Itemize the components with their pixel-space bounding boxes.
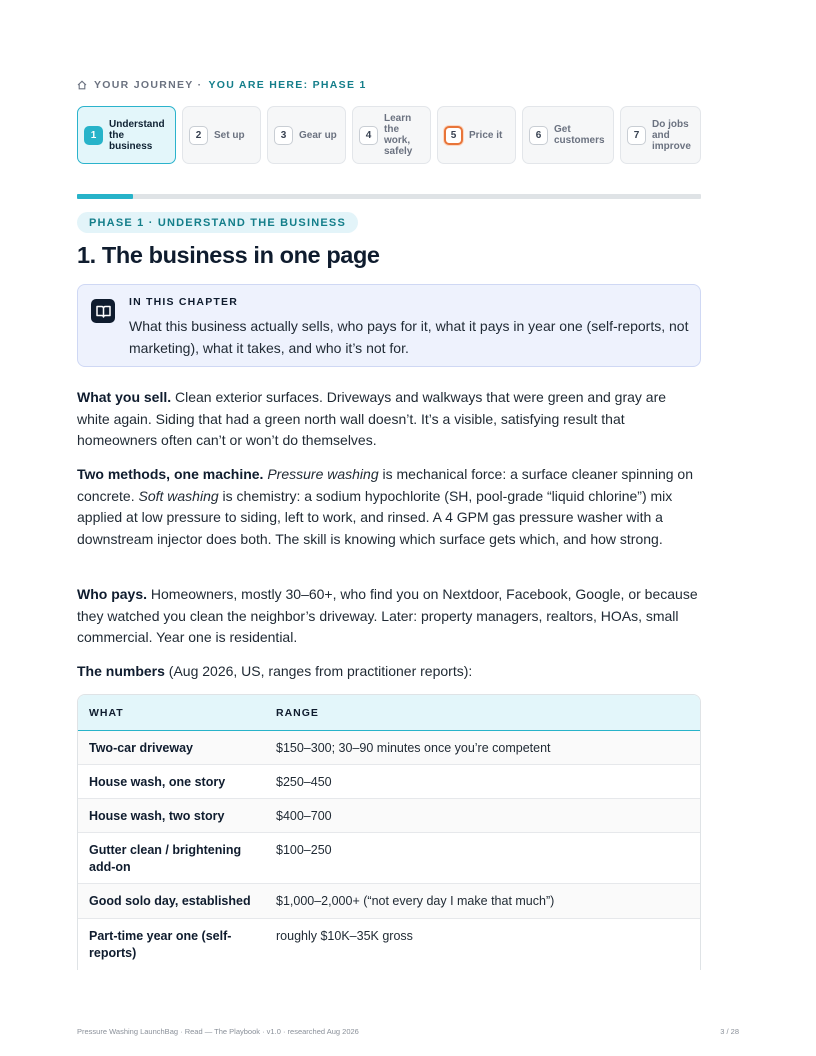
table-row xyxy=(78,799,700,833)
journey-label: YOUR JOURNEY · xyxy=(94,79,203,91)
phase-badge: PHASE 1 · UNDERSTAND THE BUSINESS xyxy=(77,212,358,233)
step-2-set-up[interactable] xyxy=(182,106,261,164)
cell-range: $150–300; 30–90 minutes once you’re competent xyxy=(276,741,551,755)
paragraph-body: (Aug 2026, US, ranges from practitioner reports): xyxy=(164,663,473,679)
step-number: 6 xyxy=(529,126,548,145)
cell-what: Part-time year one (self-reports) xyxy=(89,929,232,960)
callout-text: What this business actually sells, who pays for it, what it pays in year one (self-reports, not marketing), what it takes, and who it’s not for. xyxy=(129,318,689,356)
cell-what: Gutter clean / brightening add-on xyxy=(89,843,242,874)
step-number: 4 xyxy=(359,126,378,145)
column-header-what: WHAT xyxy=(89,706,124,719)
step-label: Understand the business xyxy=(109,118,165,152)
chapter-summary-callout xyxy=(77,284,701,367)
step-3-gear-up[interactable] xyxy=(267,106,346,164)
step-label: Do jobs and improve xyxy=(652,118,691,152)
callout-heading: IN THIS CHAPTER xyxy=(129,296,239,308)
step-number: 2 xyxy=(189,126,208,145)
table-row xyxy=(78,884,700,919)
paragraph-lead: The numbers xyxy=(77,663,165,679)
step-label: Get customers xyxy=(554,124,605,146)
table-row xyxy=(78,833,700,884)
step-label: Learn the work, safely xyxy=(384,113,413,157)
table-body xyxy=(78,731,700,970)
cell-range: $1,000–2,000+ (“not every day I make that much”) xyxy=(276,894,555,908)
phase-stepper xyxy=(77,106,701,164)
table-row xyxy=(78,731,700,765)
cell-what: House wash, one story xyxy=(89,775,226,789)
paragraph-what-you-sell xyxy=(77,387,701,452)
step-4-learn[interactable] xyxy=(352,106,431,164)
paragraph-body: Homeowners, mostly 30–60+, who find you on Nextdoor, Facebook, Google, or because they watched you clean the neighbor’s driveway. Later: property managers, realtors, HOAs, small commercial. Year one is residential. xyxy=(77,586,698,646)
paragraph-lead: Two methods, one machine. xyxy=(77,466,264,482)
footer-document-info: Pressure Washing LaunchBag · Read — The Playbook · v1.0 · researched Aug 2026 xyxy=(77,1027,359,1036)
chapter-title: 1. The business in one page xyxy=(77,242,380,268)
cell-range: $250–450 xyxy=(276,775,332,789)
page-number: 3 / 28 xyxy=(720,1027,739,1036)
page-footer xyxy=(77,1027,739,1036)
step-label: Set up xyxy=(214,129,245,141)
table-header xyxy=(78,695,700,731)
journey-progress-bar xyxy=(77,194,701,199)
home-icon xyxy=(77,80,87,90)
step-7-do-jobs[interactable] xyxy=(620,106,701,164)
step-label: Gear up xyxy=(299,129,337,141)
paragraph-body: is chemistry: a sodium hypochlorite (SH, pool-grade “liquid chlorine”) mix applied at low pressure to siding, left to work, and rinsed. A 4 GPM gas pressure washer with a downstream injector does both. The skill is knowing which surface gets which, and how strong. xyxy=(77,487,673,547)
paragraph-the-numbers xyxy=(77,661,701,683)
cell-range: roughly $10K–35K gross xyxy=(276,929,413,943)
paragraph-two-methods xyxy=(77,464,701,550)
paragraph-body: Clean exterior surfaces. Driveways and walkways that were green and gray are white again. Siding that had a green north wall doesn’t. It’s a visible, satisfying result that homeowners often can’t or won’t do themselves. xyxy=(77,389,667,449)
table-row xyxy=(78,765,700,799)
emphasis-soft-washing: Soft washing xyxy=(138,487,219,504)
step-number: 7 xyxy=(627,126,646,145)
paragraph-lead: What you sell. xyxy=(77,389,172,405)
step-6-get-customers[interactable] xyxy=(522,106,614,164)
emphasis-pressure-washing: Pressure washing xyxy=(267,466,379,482)
cell-range: $400–700 xyxy=(276,809,332,823)
step-number: 3 xyxy=(274,126,293,145)
step-5-price[interactable] xyxy=(437,106,516,164)
journey-header xyxy=(77,79,367,91)
column-header-range: RANGE xyxy=(276,706,319,719)
cell-range: $100–250 xyxy=(276,843,332,857)
step-number: 5 xyxy=(444,126,463,145)
step-1-understand[interactable] xyxy=(77,106,176,164)
progress-fill xyxy=(77,194,133,199)
paragraph-who-pays xyxy=(77,584,701,649)
book-icon xyxy=(91,299,115,323)
paragraph-body: is mechanical force: a surface cleaner spinning on concrete. xyxy=(77,466,694,504)
pricing-table xyxy=(77,694,701,970)
cell-what: Good solo day, established xyxy=(89,894,251,908)
table-row xyxy=(78,919,700,970)
journey-current-phase: YOU ARE HERE: PHASE 1 xyxy=(208,79,367,91)
step-number: 1 xyxy=(84,126,103,145)
cell-what: House wash, two story xyxy=(89,809,225,823)
cell-what: Two-car driveway xyxy=(89,741,193,755)
step-label: Price it xyxy=(469,129,503,141)
paragraph-lead: Who pays. xyxy=(77,586,148,602)
